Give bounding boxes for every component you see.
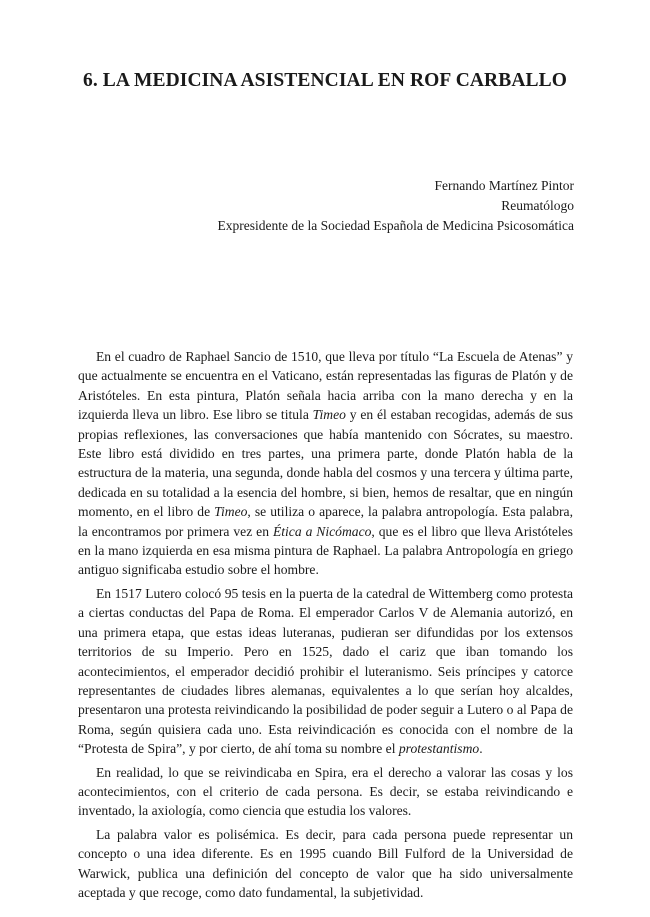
paragraph-1 [78,347,573,580]
book-title-timeo: Timeo [214,504,248,520]
paragraph-text: En 1517 Lutero colocó 95 tesis en la puerta de la catedral de Wittemberg como protesta a ciertas conductas del Papa de Roma. El emperador Carlos V de Alemania autorizó, en una primera etapa, que estas ideas luteranas, pudieran ser difundidas por los extensos territorios de su Imperio. Pero en 1525, dado el cariz que iban tomando los acontecimientos, el emperador decidió prohibir el luteranismo. Seis príncipes y catorce representantes de ciudades libres alemanas, equivalentes a lo que serían hoy alcaldes, presentaron una protesta reivindicando la posibilidad de poder seguir a Lutero o al Papa de Roma, según quisiera cada uno. Esta reivindicación es conocida con el nombre de la “Protesta de Spira”, y por cierto, de ahí toma su nombre el [78,585,573,757]
emphasis-protestantismo: protestantismo [398,741,480,757]
paragraph-text: La palabra valor es polisémica. Es decir, para cada persona puede representar un concepto o una idea diferente. Es en 1995 cuando Bill Fulford de la Universidad de Warwick, publica una definición del concepto de valor que ha sido universalmente aceptada y que recoge, como dato fundamental, la subjetividad. [78,826,573,900]
book-title-etica: Ética a Nicómaco [272,523,372,539]
author-block [217,176,574,236]
paragraph-text: . [479,741,483,757]
paragraph-3 [78,763,573,821]
author-role: Reumatólogo [501,198,574,213]
author-name: Fernando Martínez Pintor [434,178,574,193]
paragraph-text: En realidad, lo que se reivindicaba en Spira, era el derecho a valorar las cosas y los acontecimientos, con el criterio de cada persona. Es decir, se estaba reivindicando e inventado, la axiología, como ciencia que estudia los valores. [78,764,573,819]
paragraph-4 [78,825,573,903]
paragraph-text: , que es el libro que lleva Aristóteles en la mano izquierda en esa misma pintura de Raphael. La palabra Antropología en griego antiguo significaba estudio sobre el hombre. [78,523,573,578]
page-title: 6. LA MEDICINA ASISTENCIAL EN ROF CARBALLO [82,70,568,91]
book-title-timeo: Timeo [312,407,346,423]
author-affiliation: Expresidente de la Sociedad Española de Medicina Psicosomática [217,218,574,233]
paragraph-2 [78,584,573,759]
paragraph-text: y en él estaban recogidas, además de sus propias reflexiones, las conversaciones que había mantenido con Sócrates, su maestro. Este libro está dividido en tres partes, una primera parte, donde Platón habla de la estructura de la materia, una segunda, donde habla del cosmos y una tercera y última parte, dedicada en su totalidad a la esencia del hombre, si bien, hemos de resaltar, que en ningún momento, en el libro de [78,407,574,520]
body-text [78,347,573,906]
paragraph-text: , se utiliza o aparece, la palabra antropología. Esta palabra, la encontramos por primera vez en [78,504,573,539]
paragraph-text: En el cuadro de Raphael Sancio de 1510, que lleva por título “La Escuela de Atenas” y que actualmente se encuentra en el Vaticano, están representadas las figuras de Platón y de Aristóteles. En esta pintura, Platón señala hacia arriba con la mano derecha y en la izquierda lleva un libro. Ese libro se titula [78,349,573,423]
